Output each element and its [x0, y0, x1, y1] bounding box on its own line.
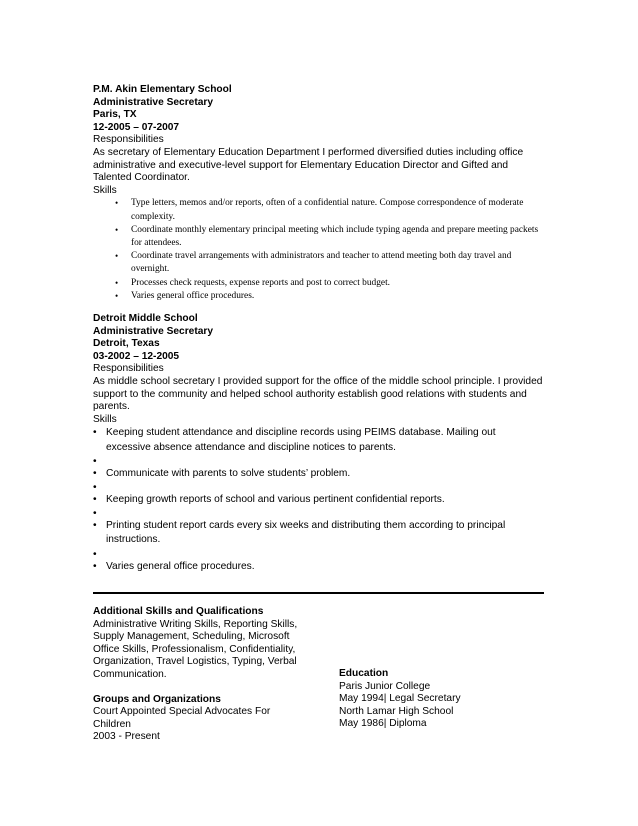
job2-location: Detroit, Texas: [93, 338, 160, 350]
list-spacer: [93, 455, 545, 467]
job1-responsibilities-text: As secretary of Elementary Education Department I performed diversified duties including office administrative and executive-level support for Elementary Education Director and Gifted and Talented Coordinator.: [93, 146, 524, 184]
education-heading: Education: [339, 668, 389, 679]
job2-responsibilities-text: As middle school secretary I provided support for the office of the middle school principle. I provided support to the community and helped school authority establish good relations with students and parents.: [93, 375, 543, 413]
job1-skills-list: [93, 197, 545, 303]
list-item: • Keeping growth reports of school and various pertinent confidential reports.: [93, 493, 545, 507]
section-divider: [93, 592, 544, 594]
list-item: • Varies general office procedures.: [93, 560, 545, 574]
list-item: • Coordinate monthly elementary principal meeting which include typing agenda and prepare meeting packets for attendees.: [93, 224, 545, 250]
job2-skills-label: Skills: [93, 413, 117, 425]
list-spacer: [93, 507, 545, 519]
job2-title: Administrative Secretary: [93, 325, 214, 337]
list-item: • Communicate with parents to solve students’ problem.: [93, 467, 545, 481]
job2-responsibilities-label: Responsibilities: [93, 363, 164, 375]
job2-school: Detroit Middle School: [93, 312, 198, 324]
list-spacer: [93, 548, 545, 560]
job1-skills-label: Skills: [93, 184, 117, 196]
list-item: • Printing student report cards every six weeks and distributing them according to principal instructions.: [93, 519, 545, 547]
job2-dates: 03-2002 – 12-2005: [93, 350, 180, 362]
job2-skills-list: [93, 426, 545, 573]
education-line: May 1986| Diploma: [339, 718, 427, 730]
education-line: North Lamar High School: [339, 705, 454, 717]
additional-heading: Additional Skills and Qualifications: [93, 606, 264, 617]
right-column: [339, 668, 539, 731]
job1-school: P.M. Akin Elementary School: [93, 84, 232, 95]
list-item: • Keeping student attendance and discipline records using PEIMS database. Mailing out excessive absence attendance and discipline notices to parents.: [93, 426, 545, 454]
groups-heading: Groups and Organizations: [93, 693, 221, 705]
list-item: • Coordinate travel arrangements with administrators and teacher to attend meeting both day travel and overnight.: [93, 250, 545, 276]
job1-dates: 12-2005 – 07-2007: [93, 121, 180, 133]
left-column: [93, 606, 303, 744]
job1-location: Paris, TX: [93, 109, 137, 121]
education-line: May 1994| Legal Secretary: [339, 693, 461, 705]
list-item: • Processes check requests, expense reports and post to correct budget.: [93, 277, 545, 290]
job1-title: Administrative Secretary: [93, 96, 214, 108]
additional-text: Administrative Writing Skills, Reporting Skills, Supply Management, Scheduling, Microsoft Office Skills, Professionalism, Confidentiality, Organization, Travel Logistics, Typing, Verbal Communication.: [93, 618, 298, 680]
resume-page: [93, 84, 545, 574]
education-line: Paris Junior College: [339, 680, 431, 692]
groups-dates: 2003 - Present: [93, 731, 160, 743]
job1-responsibilities-label: Responsibilities: [93, 134, 164, 146]
list-item: • Type letters, memos and/or reports, often of a confidential nature. Compose correspondence of moderate complexity.: [93, 197, 545, 223]
groups-text: Court Appointed Special Advocates For Children: [93, 706, 271, 730]
list-spacer: [93, 481, 545, 493]
list-item: • Varies general office procedures.: [93, 290, 545, 303]
